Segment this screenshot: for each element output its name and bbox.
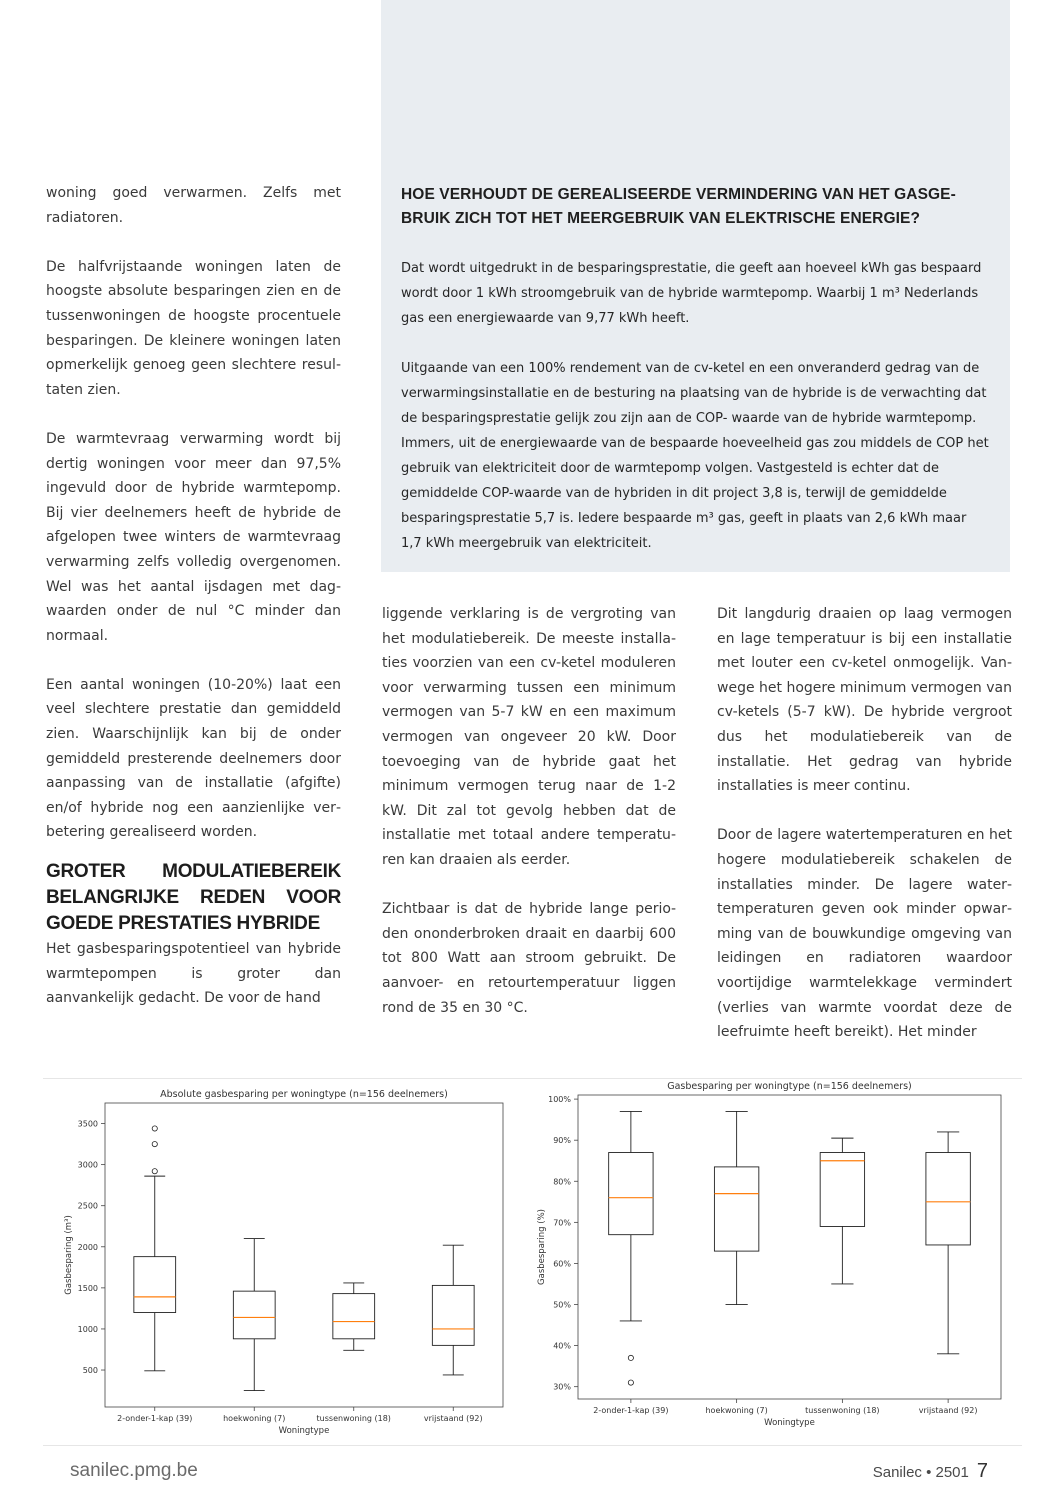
outlier-point: [152, 1126, 157, 1131]
y-tick-label: 60%: [553, 1259, 571, 1269]
paragraph: Zichtbaar is dat de hybride lange perioden ononderbroken draait en daarbij 600 tot 800 Watt aan stroom gebruikt. De aanvoer- en retourtemperatuur liggen rond de 35 en 30 °C.: [382, 901, 676, 1016]
paragraph: Door de lagere watertemperaturen en het hogere modulatiebereik schakelen de installaties minder. De lagere watertemperaturen geven ook minder opwarming van de bouwkundige omgeving van leidingen en radiatoren waardoor voortijdige warmtelekkage vermindert (verlies van warmte voordat deze de leefruimte heeft bereikt). Het minder: [717, 827, 1012, 1041]
paragraph: liggende verklaring is de vergroting van het modulatiebereik. De meeste installaties voorzien van een cv-ketel moduleren voor verwarming tussen een minimum vermogen van 5-7 kW en een maximum vermogen van ongeveer 20 kW. Door toevoeging van de hybride gaat het minimum vermogen terug naar de 1-2 kW. Dit zal tot gevolg hebben dat de installatie met totaal andere temperaturen kan draaien als eerder.: [382, 606, 676, 868]
y-tick-label: 30%: [553, 1382, 571, 1392]
box: [714, 1167, 758, 1251]
x-tick-label: hoekwoning (7): [223, 1414, 286, 1423]
y-tick-label: 80%: [553, 1177, 571, 1187]
box: [333, 1294, 375, 1339]
x-tick-label: tussenwoning (18): [316, 1414, 391, 1423]
y-tick-label: 70%: [553, 1218, 571, 1228]
info-box-paragraph: Dat wordt uitgedrukt in de besparingsprestatie, die geeft aan hoeveel kWh gas bespaard wordt door 1 kWh stroomgebruik van de hybride warmtepomp. Waarbij 1 m³ Nederlands gas een energiewaarde van 9,77 kWh heeft.: [401, 261, 982, 326]
section-heading: GROTER MODULATIEBEREIK BELANGRIJKE REDEN VOOR GOEDE PRESTATIES HYBRIDE: [46, 861, 341, 935]
issue-label: Sanilec • 2501: [872, 1464, 969, 1481]
x-tick-label: hoekwoning (7): [705, 1406, 768, 1415]
outlier-point: [628, 1380, 633, 1385]
y-axis-label: Gasbesparing (m³): [64, 1215, 74, 1295]
text-column-3: [717, 602, 1012, 1045]
y-tick-label: 1500: [77, 1283, 98, 1293]
info-box-heading: HOE VERHOUDT DE GEREALISEERDE VERMINDERING VAN HET GASGEBRUIK ZICH TOT HET MEERGEBRUIK VAN ELEKTRISCHE ENERGIE?: [401, 186, 956, 227]
charts-panel: [43, 1078, 1022, 1446]
paragraph: Dit langdurig draaien op laag vermogen en lage temperatuur is bij een installatie met louter een cv-ketel onmogelijk. Vanwege het hogere minimum vermogen van cv-ketels (5-7 kW). De hybride vergroot dus het modulatiebereik van de installatie. Het gedrag van hybride installaties is meer continu.: [717, 606, 1012, 795]
y-tick-label: 40%: [553, 1341, 571, 1351]
box: [233, 1291, 275, 1339]
outlier-point: [152, 1141, 157, 1146]
outlier-point: [628, 1355, 633, 1360]
x-tick-label: vrijstaand (92): [918, 1406, 978, 1415]
boxplot-charts: [43, 1079, 1022, 1445]
y-axis-label: Gasbesparing (%): [537, 1209, 547, 1285]
y-tick-label: 2000: [77, 1242, 98, 1252]
paragraph: De halfvrijstaande woningen laten de hoogste absolute besparingen zien en de tussenwoningen de hoogste procentuele besparingen. De kleinere woningen laten opmerkelijk genoeg geen slechtere resultaten zien.: [46, 258, 341, 398]
paragraph: Een aantal woningen (10-20%) laat een veel slechtere prestatie dan gemiddeld zien. Waarschijnlijk kan bij de onder gemiddeld presterende deelnemers door aanpassing van de installatie (afgifte) en/of hybride nog een aanzienlijke verbetering gerealiseerd worden.: [46, 676, 341, 841]
x-tick-label: 2-onder-1-kap (39): [593, 1406, 669, 1415]
info-box-paragraph: Uitgaande van een 100% rendement van de cv-ketel en een onveranderd gedrag van de verwarmingsinstallatie en de besturing na plaatsing van de hybride is de verwachting dat de besparingsprestatie gelijk zou zijn aan de COP- waarde van de hybride warmtepomp. Immers, uit de energiewaarde van de bespaarde hoeveelheid gas zou middels de COP het gebruik van elektriciteit door de warmtepomp volgen. Vastgesteld is echter dat de gemiddelde COP-waarde van de hybriden in dit project 3,8 is, terwijl de gemiddelde besparingsprestatie 5,7 is. Iedere bespaarde m³ gas, geeft in plaats van 2,6 kWh maar 1,7 kWh meergebruik van elektriciteit.: [401, 361, 989, 551]
y-tick-label: 500: [82, 1366, 98, 1376]
y-tick-label: 2500: [77, 1201, 98, 1211]
y-tick-label: 3000: [77, 1160, 98, 1170]
page-number: 7: [976, 1460, 988, 1482]
text-column-1: [46, 181, 341, 1011]
y-tick-label: 100%: [548, 1095, 571, 1105]
outlier-point: [152, 1169, 157, 1174]
box: [926, 1153, 970, 1245]
box: [820, 1153, 864, 1227]
box: [134, 1257, 176, 1313]
y-tick-label: 90%: [553, 1136, 571, 1146]
paragraph: Het gasbesparingspotentieel van hybride warmtepompen is groter dan aanvankelijk gedacht. De voor de hand: [46, 941, 341, 1007]
box: [609, 1153, 653, 1235]
y-tick-label: 1000: [77, 1324, 98, 1334]
text-column-2: [382, 602, 676, 1020]
paragraph: De warmtevraag verwarming wordt bij dertig woningen voor meer dan 97,5% ingevuld door de hybride warmtepomp. Bij vier deelnemers heeft de hybride de afgelopen twee winters de warmtevraag verwarming zelfs volledig overgenomen. Wel was het aantal ijsdagen met dagwaarden onder de nul °C minder dan normaal.: [46, 430, 341, 644]
y-tick-label: 50%: [553, 1300, 571, 1310]
x-tick-label: tussenwoning (18): [805, 1406, 880, 1415]
x-tick-label: 2-onder-1-kap (39): [117, 1414, 193, 1423]
chart-title: Gasbesparing per woningtype (n=156 deelnemers): [667, 1081, 912, 1092]
footer-website: sanilec.pmg.be: [70, 1460, 198, 1481]
y-tick-label: 3500: [77, 1119, 98, 1129]
x-tick-label: vrijstaand (92): [423, 1414, 483, 1423]
footer-issue: [873, 1460, 988, 1483]
x-axis-label: Woningtype: [764, 1418, 815, 1428]
x-axis-label: Woningtype: [278, 1426, 330, 1436]
chart-title: Absolute gasbesparing per woningtype (n=156 deelnemers): [160, 1089, 448, 1100]
paragraph: woning goed verwarmen. Zelfs met radiatoren.: [46, 185, 341, 226]
plot-frame: [105, 1103, 503, 1407]
box: [432, 1285, 474, 1345]
